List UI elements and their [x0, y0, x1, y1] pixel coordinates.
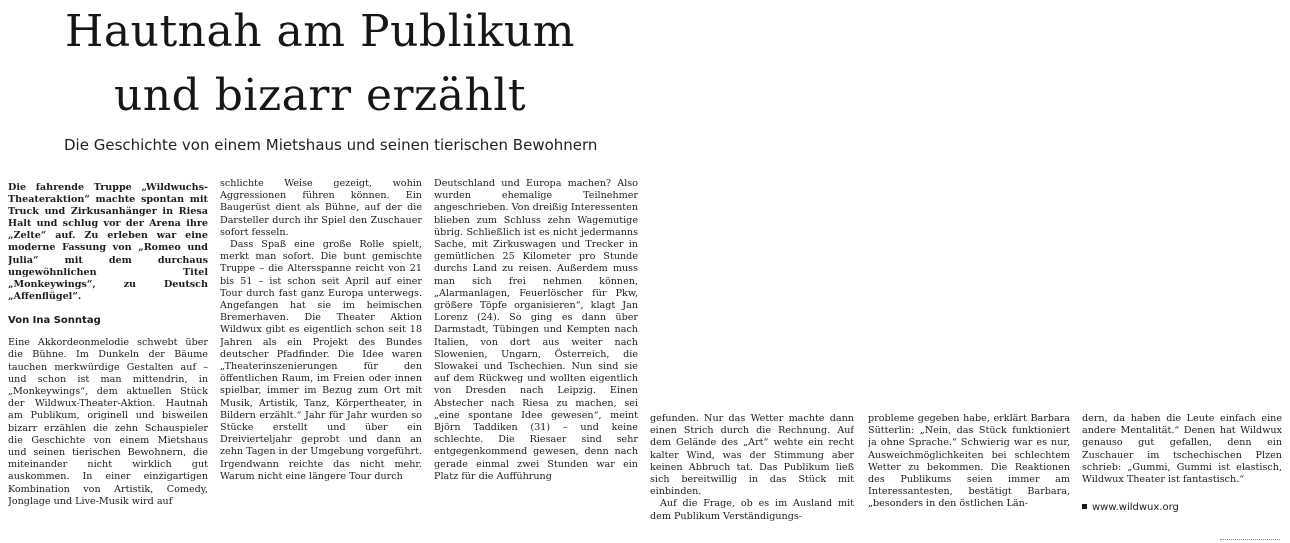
byline: Von Ina Sonntag	[8, 314, 101, 326]
column-2	[220, 178, 422, 543]
scan-edge-mark	[1220, 539, 1280, 543]
body-paragraph: schlichte Weise gezeigt, wohin Aggressionen führen können. Ein Baugerüst dient als Bühne, auf der die Darsteller durch ihr Spiel den Zuschauer sofort fesseln.	[220, 178, 422, 238]
column-6	[1082, 413, 1282, 543]
column-1	[8, 182, 208, 543]
lead-paragraph: Die fahrende Truppe „Wildwuchs-Theateraktion“ machte spontan mit Truck und Zirkusanhänger in Riesa Halt und schlug vor der Arena ihre „Zelte“ auf. Zu erleben war eine moderne Fassung von „Romeo und Julia“ mit dem durchaus ungewöhnlichen Titel „Monkeywings“, zu Deutsch „Affenflügel“.	[8, 182, 208, 302]
body-paragraph: dern, da haben die Leute einfach eine andere Mentalität.“ Denen hat Wildwux genauso gut gefallen, denn ein Zuschauer im tschechischen Plzen schrieb: „Gummi, Gummi ist elastisch, Wildwux Theater ist fantastisch.“	[1082, 413, 1282, 486]
body-paragraph: Auf die Frage, ob es im Ausland mit dem Publikum Verständigungs-	[650, 498, 854, 522]
body-paragraph: Deutschland und Europa machen? Also wurden ehemalige Teilnehmer angeschrieben. Von dreißig Interessenten blieben zum Schluss zehn Wagemutige übrig. Schließlich ist es nicht jedermanns Sache, mit Zirkuswagen und Trecker in gemütlichen 25 Kilometer pro Stunde durchs Land zu reisen. Außerdem muss man sich frei nehmen können, „Alarmanlagen, Feuerlöscher für Pkw, größere Töpfe organisieren“, klagt Jan Lorenz (24). So ging es dann über Darmstadt, Tübingen und Kempten nach Italien, von dort aus weiter nach Slowenien, Ungarn, Österreich, die Slowakei und Tschechien. Nun sind sie auf dem Rückweg und wollten eigentlich von Dresden nach Leipzig. Einen Abstecher nach Riesa zu machen, sei „eine spontane Idee gewesen“, meint Björn Taddiken (31) – und keine schlechte. Die Riesaer sind sehr entgegenkommend gewesen, denn nach gerade einmal zwei Stunden war ein Platz für die Aufführung	[434, 178, 638, 482]
bullet-square-icon	[1082, 504, 1087, 509]
body-paragraph: Eine Akkordeonmelodie schwebt über die Bühne. Im Dunkeln der Bäume tauchen merkwürdige Gestalten auf – und schon ist man mittendrin, in „Monkeywings“, dem aktuellen Stück der Wildwux-Theater-Aktion. Hautnah am Publikum, originell und bisweilen bizarr erzählen die zehn Schauspieler die Geschichte von einem Mietshaus und seinen tierischen Bewohnern, die miteinander nicht wirklich gut auskommen. In einer einzigartigen Kombination von Artistik, Comedy, Jonglage und Live-Musik wird auf	[8, 337, 208, 507]
body-paragraph: Dass Spaß eine große Rolle spielt, merkt man sofort. Die bunt gemischte Truppe – die Altersspanne reicht von 21 bis 51 – ist schon seit April auf einer Tour durch fast ganz Europa unterwegs. Angefangen hat sie im heimischen Bremerhaven. Die Theater Aktion Wildwux gibt es eigentlich schon seit 18 Jahren als ein Projekt des Bundes deutscher Pfadfinder. Die Idee waren „Theaterinszenierungen für den öffentlichen Raum, im Freien oder innen spielbar, immer im Bezug zum Ort mit Musik, Artistik, Tanz, Körpertheater, in Bildern erzählt.“ Jahr für Jahr wurden so Stücke erstellt und über ein Dreivierteljahr geprobt und dann an zehn Tagen in der Umgebung vorgeführt. Irgendwann reichte das nicht mehr. Warum nicht eine längere Tour durch	[220, 239, 422, 482]
headline-line-2: und bizarr erzählt	[113, 70, 527, 121]
body-paragraph: probleme gegeben habe, erklärt Barbara Sütterlin: „Nein, das Stück funktioniert ja ohne Sprache.“ Schwierig war es nur, Ausweichmöglichkeiten bei schlechtem Wetter zu bekommen. Die Reaktionen des Publikums seien immer am Interessantesten, bestätigt Barbara, „besonders in den östlichen Län-	[868, 413, 1070, 510]
subtitle: Die Geschichte von einem Mietshaus und seinen tierischen Bewohnern	[64, 136, 598, 154]
column-3	[434, 178, 638, 543]
body-paragraph: gefunden. Nur das Wetter machte dann einen Strich durch die Rechnung. Auf dem Gelände des „Art“ wehte ein recht kalter Wind, was der Stimmung aber keinen Abbruch tat. Das Publikum ließ sich bereitwillig in das Stück mit einbinden.	[650, 413, 854, 498]
headline-line-1: Hautnah am Publikum	[65, 6, 575, 57]
web-link[interactable]	[1082, 502, 1282, 514]
web-link-text[interactable]: www.wildwux.org	[1092, 502, 1179, 514]
column-5	[868, 413, 1070, 543]
column-4	[650, 413, 854, 543]
